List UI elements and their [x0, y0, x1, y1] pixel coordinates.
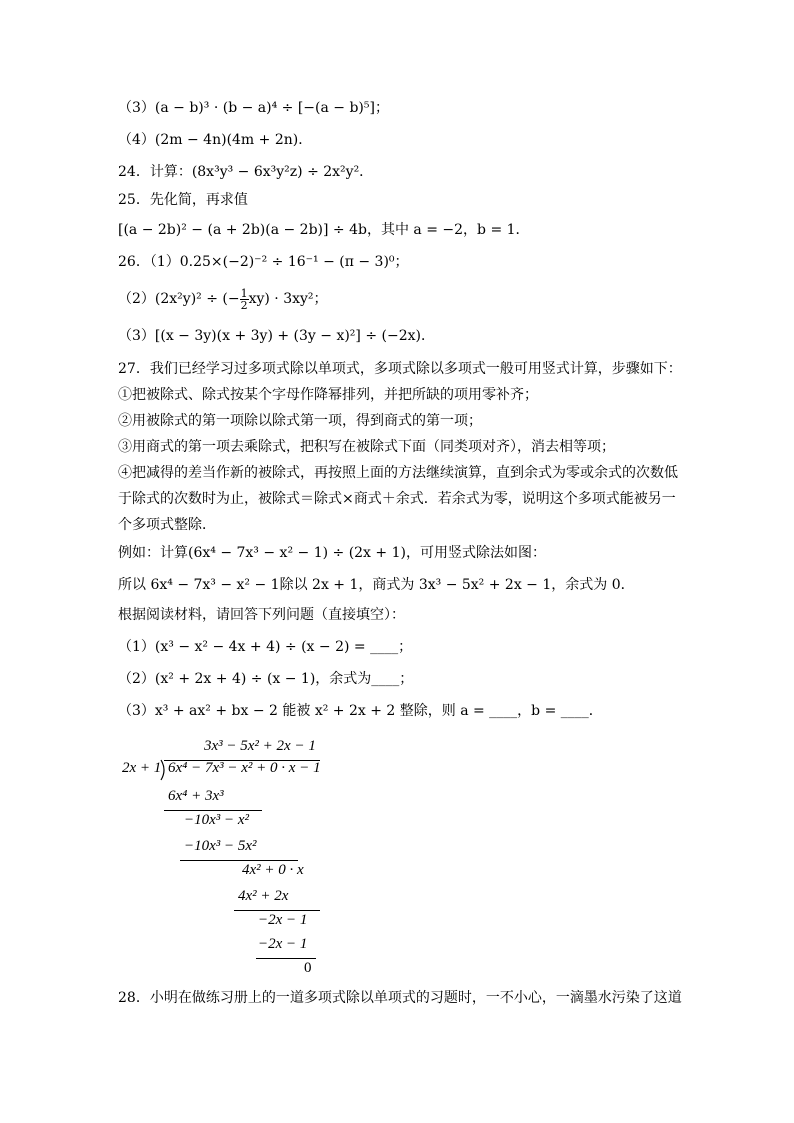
division-divisor: 2x + 1 [122, 760, 162, 776]
division-bracket-icon [160, 759, 168, 781]
division-remainder: 0 [304, 960, 312, 976]
division-dividend: 6x⁴ − 7x³ − x² + 0 · x − 1 [168, 760, 321, 776]
division-step1-rule [164, 810, 262, 811]
q27-intro: 27．我们已经学习过多项式除以单项式，多项式除以多项式一般可用竖式计算，步骤如下： [118, 361, 682, 377]
division-quotient: 3x³ − 5x² + 2x − 1 [204, 738, 316, 754]
division-step1-product: 6x⁴ + 3x³ [168, 788, 224, 804]
q26-item2 [118, 286, 328, 312]
division-step4-product: −2x − 1 [258, 936, 308, 952]
q26-item2-fraction [240, 288, 249, 311]
q26-item2-post: xy) · 3xy²； [248, 291, 328, 307]
division-step3-difference: −2x − 1 [258, 912, 308, 928]
q27-prompt: 根据阅读材料，请回答下列问题（直接填空）： [118, 607, 405, 623]
q27-step4-line1: ④把减得的差当作新的被除式，再按照上面的方法继续演算，直到余式为零或余式的次数低 [118, 465, 678, 481]
division-step3-rule [234, 910, 320, 911]
q27-sub1: （1）(x³ − x² − 4x + 4) ÷ (x − 2) = ____； [118, 639, 413, 655]
q27-sub3: （3）x³ + ax² + bx − 2 能被 x² + 2x + 2 整除，则 a = ____，b = ____． [118, 703, 603, 719]
division-step2-rule [180, 860, 298, 861]
q26-item1: 26．（1）0.25×(−2)⁻² ÷ 16⁻¹ − (π − 3)⁰； [118, 254, 409, 270]
q23-item3: （3）(a − b)³ · (b − a)⁴ ÷ [−(a − b)⁵]； [118, 100, 389, 116]
fraction-numerator: 1 [240, 286, 248, 300]
q27-example: 例如：计算(6x⁴ − 7x³ − x² − 1) ÷ (2x + 1)，可用竖式除法如图： [118, 545, 546, 561]
division-step2-difference: 4x² + 0 · x [242, 862, 304, 878]
q25-title: 25．先化简，再求值 [118, 192, 248, 208]
division-step2-product: −10x³ − 5x² [184, 838, 257, 854]
q27-step3: ③用商式的第一项去乘除式，把积写在被除式下面（同类项对齐），消去相等项； [118, 439, 615, 455]
fraction-denominator: 2 [240, 298, 248, 312]
q27-step1: ①把被除式、除式按某个字母作降幂排列，并把所缺的项用零补齐； [118, 387, 538, 403]
q27-result: 所以 6x⁴ − 7x³ − x² − 1除以 2x + 1，商式为 3x³ − 5x² + 2x − 1，余式为 0． [118, 577, 635, 593]
q27-step4-line2: 于除式的次数时为止，被除式＝除式×商式＋余式．若余式为零，说明这个多项式能被另一 [118, 491, 676, 507]
q27-step4-line3: 个多项式整除． [118, 517, 216, 533]
q27-sub2: （2）(x² + 2x + 4) ÷ (x − 1)，余式为____； [118, 671, 414, 687]
q27-step2: ②用被除式的第一项除以除式第一项，得到商式的第一项； [118, 413, 482, 429]
division-step3-product: 4x² + 2x [238, 888, 289, 904]
q23-item4: （4）(2m − 4n)(4m + 2n)． [118, 132, 313, 148]
q26-item2-pre: （2）(2x²y)² ÷ (− [118, 291, 240, 307]
q27-reading [118, 356, 682, 724]
division-step4-rule [256, 958, 316, 959]
q26-item3: （3）[(x − 3y)(x + 3y) + (3y − x)²] ÷ (−2x)． [118, 328, 435, 344]
q24: 24．计算：(8x³y³ − 6x³y²z) ÷ 2x²y²． [118, 164, 374, 180]
q25-body: [(a − 2b)² − (a + 2b)(a − 2b)] ÷ 4b，其中 a = −2，b = 1． [118, 222, 530, 238]
division-step1-difference: −10x³ − x² [184, 812, 250, 828]
long-division-figure [118, 738, 338, 978]
q28: 28．小明在做练习册上的一道多项式除以单项式的习题时，一不小心，一滴墨水污染了这道 [118, 990, 682, 1006]
